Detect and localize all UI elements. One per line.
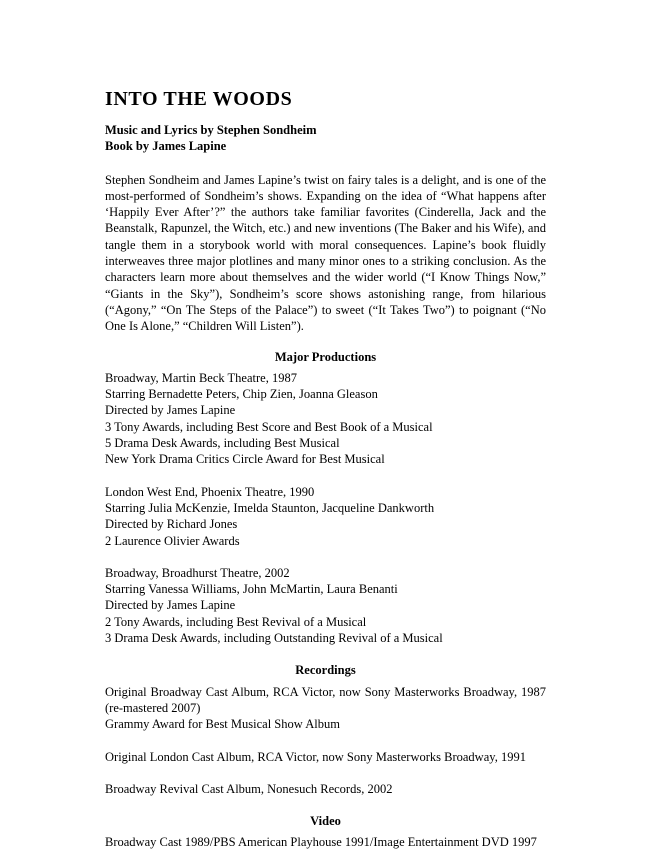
production-line: Directed by Richard Jones xyxy=(105,517,238,532)
section-heading-major-productions: Major Productions xyxy=(274,349,377,364)
production-line: 5 Drama Desk Awards, including Best Musical xyxy=(105,436,340,451)
production-line: 3 Tony Awards, including Best Score and Best Book of a Musical xyxy=(105,419,433,434)
production-block-broadway-1987 xyxy=(105,370,546,468)
page-title: INTO THE WOODS xyxy=(105,88,293,110)
recording-line: Broadway Revival Cast Album, Nonesuch Records, 2002 xyxy=(105,781,393,796)
video-block xyxy=(105,834,546,850)
production-line: Broadway, Martin Beck Theatre, 1987 xyxy=(105,370,297,385)
section-heading-video: Video xyxy=(310,814,341,829)
production-line: Broadway, Broadhurst Theatre, 2002 xyxy=(105,565,290,580)
description-paragraph: Stephen Sondheim and James Lapine’s twist on fairy tales is a delight, and is one of the most-performed of Sondheim’s shows. Expanding on the idea of “What happens after ‘Happily Ever After’?” the authors take familiar favorites (Cinderella, Jack and the Beanstalk, Rapunzel, the Witch, etc.) and new inventions (The Baker and his Wife), and tangle them in a storybook world with moral consequences. Lapine’s book fluidly interweaves three major plotlines and many minor ones to a striking conclusion. As the characters learn more about themselves and the wider world (“I Know Things Now,” “Giants in the Sky”), Sondheim’s score shows astonishing range, from hilarious (“Agony,” “On The Steps of the Palace”) to sweet (“It Takes Two”) to poignant (“No One Is Alone,” “Children Will Listen”). xyxy=(105,172,546,334)
recording-block-revival-2002 xyxy=(105,781,546,797)
recording-line: Original Broadway Cast Album, RCA Victor, now Sony Masterworks Broadway, 1987 (re-mastered 2007) xyxy=(105,684,546,715)
production-line: 3 Drama Desk Awards, including Outstanding Revival of a Musical xyxy=(105,631,443,646)
production-block-broadway-2002 xyxy=(105,565,546,646)
recording-line: Original London Cast Album, RCA Victor, now Sony Masterworks Broadway, 1991 xyxy=(105,749,526,764)
recording-line: Grammy Award for Best Musical Show Album xyxy=(105,717,340,732)
production-line: New York Drama Critics Circle Award for Best Musical xyxy=(105,452,385,467)
page-content xyxy=(105,88,546,851)
production-line: Starring Vanessa Williams, John McMartin, Laura Benanti xyxy=(105,582,398,597)
byline-group xyxy=(105,122,546,155)
byline-book: Book by James Lapine xyxy=(105,139,227,154)
byline-music-lyrics: Music and Lyrics by Stephen Sondheim xyxy=(105,123,317,137)
recording-block-london-1991 xyxy=(105,749,546,765)
production-line: 2 Laurence Olivier Awards xyxy=(105,533,240,548)
production-line: Directed by James Lapine xyxy=(105,598,236,613)
production-line: 2 Tony Awards, including Best Revival of a Musical xyxy=(105,614,367,629)
recording-block-broadway-1987 xyxy=(105,684,546,733)
production-line: London West End, Phoenix Theatre, 1990 xyxy=(105,484,315,499)
production-line: Starring Julia McKenzie, Imelda Staunton, Jacqueline Dankworth xyxy=(105,500,435,515)
section-heading-recordings: Recordings xyxy=(295,663,356,678)
production-block-london-1990 xyxy=(105,484,546,549)
production-line: Directed by James Lapine xyxy=(105,403,236,418)
production-line: Starring Bernadette Peters, Chip Zien, Joanna Gleason xyxy=(105,387,378,402)
video-line: Broadway Cast 1989/PBS American Playhouse 1991/Image Entertainment DVD 1997 xyxy=(105,835,537,850)
